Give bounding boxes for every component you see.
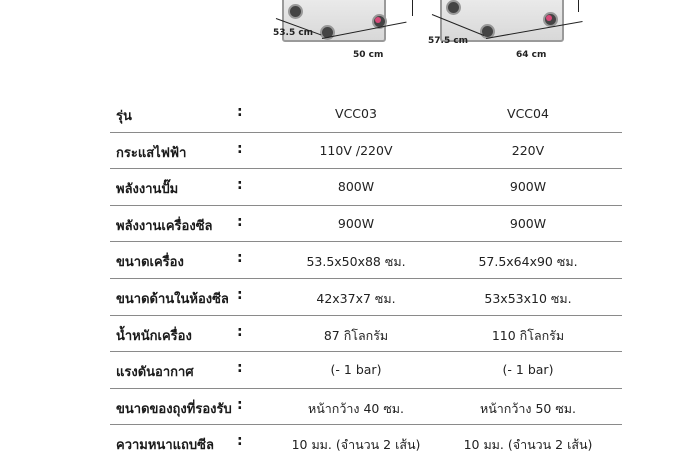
width-label: 64 cm xyxy=(516,50,547,60)
spec-label: ขนาดเครื่อง xyxy=(116,255,184,271)
spec-value-vcc04: 10 มม. (จำนวน 2 เส้น) xyxy=(463,437,593,453)
spec-row-model xyxy=(110,96,622,133)
spec-value-vcc04: 900W xyxy=(509,215,547,231)
spec-label: ขนาดด้านในห้องซีล xyxy=(116,291,229,307)
spec-value-vcc03: 900W xyxy=(337,215,375,231)
spec-value-vcc03: 87 กิโลกรัม xyxy=(323,327,389,343)
spec-value-vcc03: 42x37x7 ซม. xyxy=(316,290,396,306)
spec-value-vcc03: 800W xyxy=(337,179,375,195)
spec-row-sealer-power xyxy=(110,206,622,243)
spec-label: พลังงานปั๊ม xyxy=(116,182,179,198)
spec-value-vcc04: 57.5x64x90 ซม. xyxy=(478,254,578,270)
spec-colon: : xyxy=(237,396,243,413)
spec-label: กระแสไฟฟ้า xyxy=(116,145,187,161)
spec-colon: : xyxy=(237,323,243,340)
spec-value-vcc03: หน้ากว้าง 40 ซม. xyxy=(307,400,405,416)
spec-label: ความหนาแถบซีล xyxy=(116,438,214,454)
spec-colon: : xyxy=(237,104,243,120)
spec-row-voltage xyxy=(110,133,622,170)
spec-label: พลังงานเครื่องซีล xyxy=(116,218,213,234)
spec-label: รุ่น xyxy=(116,109,132,124)
spec-colon: : xyxy=(237,140,243,157)
spec-colon: : xyxy=(237,250,243,267)
spec-value-vcc03: VCC03 xyxy=(335,106,377,121)
spec-row-seal-thickness xyxy=(110,425,622,461)
height-dimension-line xyxy=(578,0,579,12)
spec-colon: : xyxy=(237,286,243,303)
spec-value-vcc03: 10 มม. (จำนวน 2 เส้น) xyxy=(291,437,421,453)
spec-value-vcc04: 220V xyxy=(511,142,545,158)
wheel-icon xyxy=(446,0,461,15)
wheel-hub-icon xyxy=(375,17,381,23)
spec-table xyxy=(110,96,622,461)
spec-value-vcc03: (- 1 bar) xyxy=(330,362,382,378)
spec-row-chamber-size xyxy=(110,279,622,316)
spec-row-weight xyxy=(110,316,622,353)
width-label: 50 cm xyxy=(353,50,384,60)
spec-value-vcc04: หน้ากว้าง 50 ซม. xyxy=(479,400,577,416)
spec-value-vcc03: 53.5x50x88 ซม. xyxy=(306,254,406,270)
spec-colon: : xyxy=(237,177,243,194)
spec-value-vcc04: 53x53x10 ซม. xyxy=(484,290,572,306)
spec-row-air-pressure xyxy=(110,352,622,389)
spec-colon: : xyxy=(237,360,243,377)
spec-label: น้ำหนักเครื่อง xyxy=(116,328,192,344)
wheel-icon xyxy=(288,4,303,19)
spec-value-vcc04: (- 1 bar) xyxy=(502,362,554,378)
spec-colon: : xyxy=(237,213,243,230)
spec-value-vcc04: 900W xyxy=(509,179,547,195)
spec-label: ขนาดของถุงที่รองรับ xyxy=(116,401,232,417)
spec-value-vcc04: VCC04 xyxy=(507,106,549,121)
spec-colon: : xyxy=(237,433,243,450)
height-dimension-line xyxy=(412,0,413,16)
spec-value-vcc03: 110V /220V xyxy=(319,142,393,158)
depth-label: 57.5 cm xyxy=(428,36,469,46)
spec-row-pump-power xyxy=(110,169,622,206)
spec-row-bag-size xyxy=(110,389,622,426)
spec-label: แรงดันอากาศ xyxy=(116,365,194,381)
spec-value-vcc04: 110 กิโลกรัม xyxy=(491,327,565,343)
spec-row-machine-size xyxy=(110,242,622,279)
depth-label: 53.5 cm xyxy=(273,28,314,38)
wheel-hub-icon xyxy=(546,15,552,21)
